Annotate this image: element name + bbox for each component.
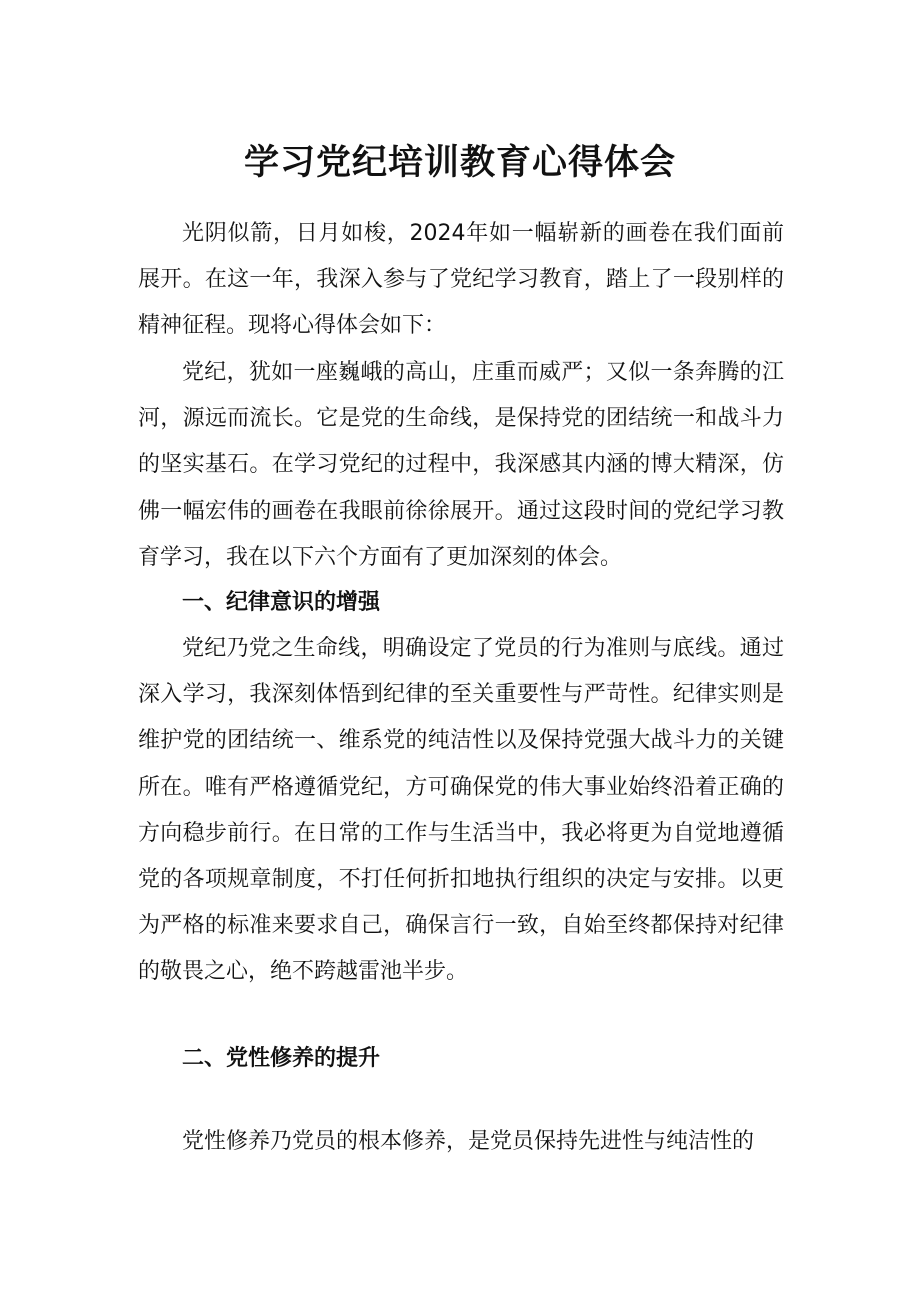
intro-paragraph: 光阴似箭，日月如梭，2024年如一幅崭新的画卷在我们面前展开。在这一年，我深入参与了党纪学习教育，踏上了一段别样的精神征程。现将心得体会如下： [138, 221, 784, 339]
section-heading-party-spirit: 二、党性修养的提升 [182, 1046, 381, 1071]
section-paragraph-discipline: 党纪乃党之生命线，明确设定了党员的行为准则与底线。通过深入学习，我深刻体悟到纪律的至关重要性与严苛性。纪律实则是维护党的团结统一、维系党的纯洁性以及保持党强大战斗力的关键所在。唯有严格遵循党纪，方可确保党的伟大事业始终沿着正确的方向稳步前行。在日常的工作与生活当中，我必将更为自觉地遵循党的各项规章制度，不打任何折扣地执行组织的决定与安排。以更为严格的标准来要求自己，确保言行一致，自始至终都保持对纪律的敬畏之心，绝不跨越雷池半步。 [138, 636, 784, 985]
section-paragraph-party-spirit: 党性修养乃党员的根本修养，是党员保持先进性与纯洁性的 [182, 1129, 755, 1154]
section-heading-discipline: 一、纪律意识的增强 [182, 590, 381, 615]
document-title: 学习党纪培训教育心得体会 [243, 142, 676, 184]
overview-paragraph: 党纪，犹如一座巍峨的高山，庄重而威严；又似一条奔腾的江河，源远而流长。它是党的生命线，是保持党的团结统一和战斗力的坚实基石。在学习党纪的过程中，我深感其内涵的博大精深，仿佛一幅宏伟的画卷在我眼前徐徐展开。通过这段时间的党纪学习教育学习，我在以下六个方面有了更加深刻的体会。 [138, 360, 784, 570]
